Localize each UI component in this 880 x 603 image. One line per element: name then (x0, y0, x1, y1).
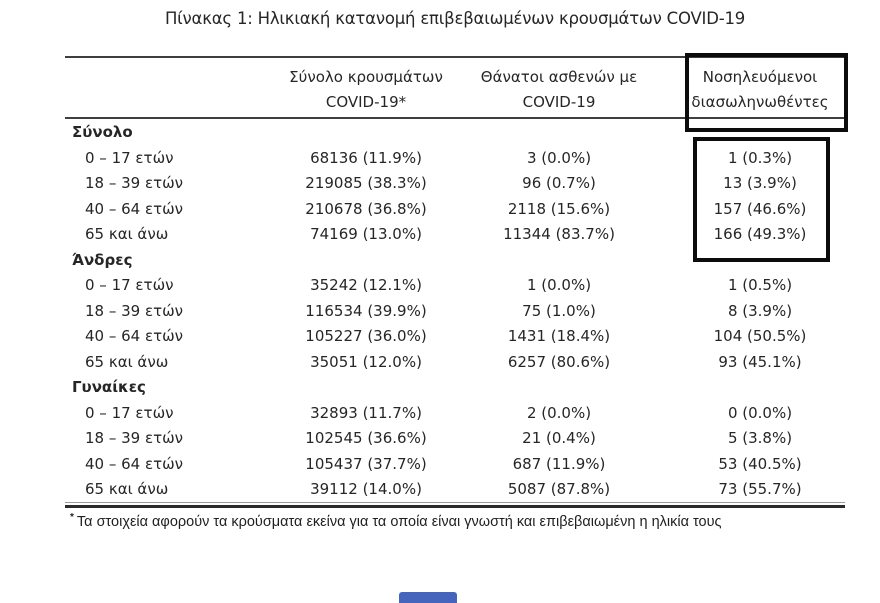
table-bottom-rule-thin (65, 502, 845, 503)
section-label-women: Γυναίκες (72, 378, 146, 396)
table-row: 0 – 17 ετών 68136 (11.9%) 3 (0.0%) 1 (0.3%) (85, 148, 793, 167)
highlight-box-values (693, 137, 830, 262)
column-header-intubated: Νοσηλευόμενοι διασωληνωθέντες (691, 68, 829, 111)
table-row: 65 και άνω 39112 (14.0%) 5087 (87.8%) 73 (55.7%) (85, 480, 802, 498)
table-row: 65 και άνω 74169 (13.0%) 11344 (83.7%) 166 (49.3%) (85, 225, 807, 243)
table-row: 40 – 64 ετών 210678 (36.8%) 2118 (15.6%) 157 (46.6%) (85, 199, 807, 218)
table-bottom-rule-thick (65, 505, 845, 508)
column-header-cases: Σύνολο κρουσμάτων COVID-19* (289, 68, 443, 111)
table-row: 0 – 17 ετών 32893 (11.7%) 2 (0.0%) 0 (0.0%) (85, 403, 793, 422)
table-row: 18 – 39 ετών 219085 (38.3%) 96 (0.7%) 13 (3.9%) (85, 174, 797, 192)
footer-accent-shape (399, 592, 457, 603)
column-header-empty (65, 65, 277, 115)
table-row: 18 – 39 ετών 102545 (36.6%) 21 (0.4%) 5 (3.8%) (85, 429, 793, 447)
footnote (70, 512, 845, 530)
table-row: 18 – 39 ετών 116534 (39.9%) 75 (1.0%) 8 (3.9%) (85, 301, 793, 320)
column-header-deaths: Θάνατοι ασθενών με COVID-19 (480, 68, 638, 111)
table-row: 40 – 64 ετών 105227 (36.0%) 1431 (18.4%) 104 (50.5%) (85, 327, 807, 345)
table-row: 40 – 64 ετών 105437 (37.7%) 687 (11.9%) 53 (40.5%) (85, 454, 802, 473)
table-title: Πίνακας 1: Ηλικιακή κατανομή επιβεβαιωμένων κρουσμάτων COVID-19 (164, 9, 746, 28)
table-row: 65 και άνω 35051 (12.0%) 6257 (80.6%) 93 (45.1%) (85, 352, 802, 371)
section-label-total: Σύνολο (72, 123, 133, 141)
footnote-text: Τα στοιχεία αφορούν τα κρούσματα εκείνα για τα οποία είναι γνωστή και επιβεβαιωμένη η ηλικία τους (76, 513, 722, 530)
section-label-men: Άνδρες (72, 250, 133, 269)
table-row: 0 – 17 ετών 35242 (12.1%) 1 (0.0%) 1 (0.5%) (85, 276, 793, 294)
footnote-marker: * (70, 512, 74, 523)
highlight-box-header (685, 53, 848, 132)
